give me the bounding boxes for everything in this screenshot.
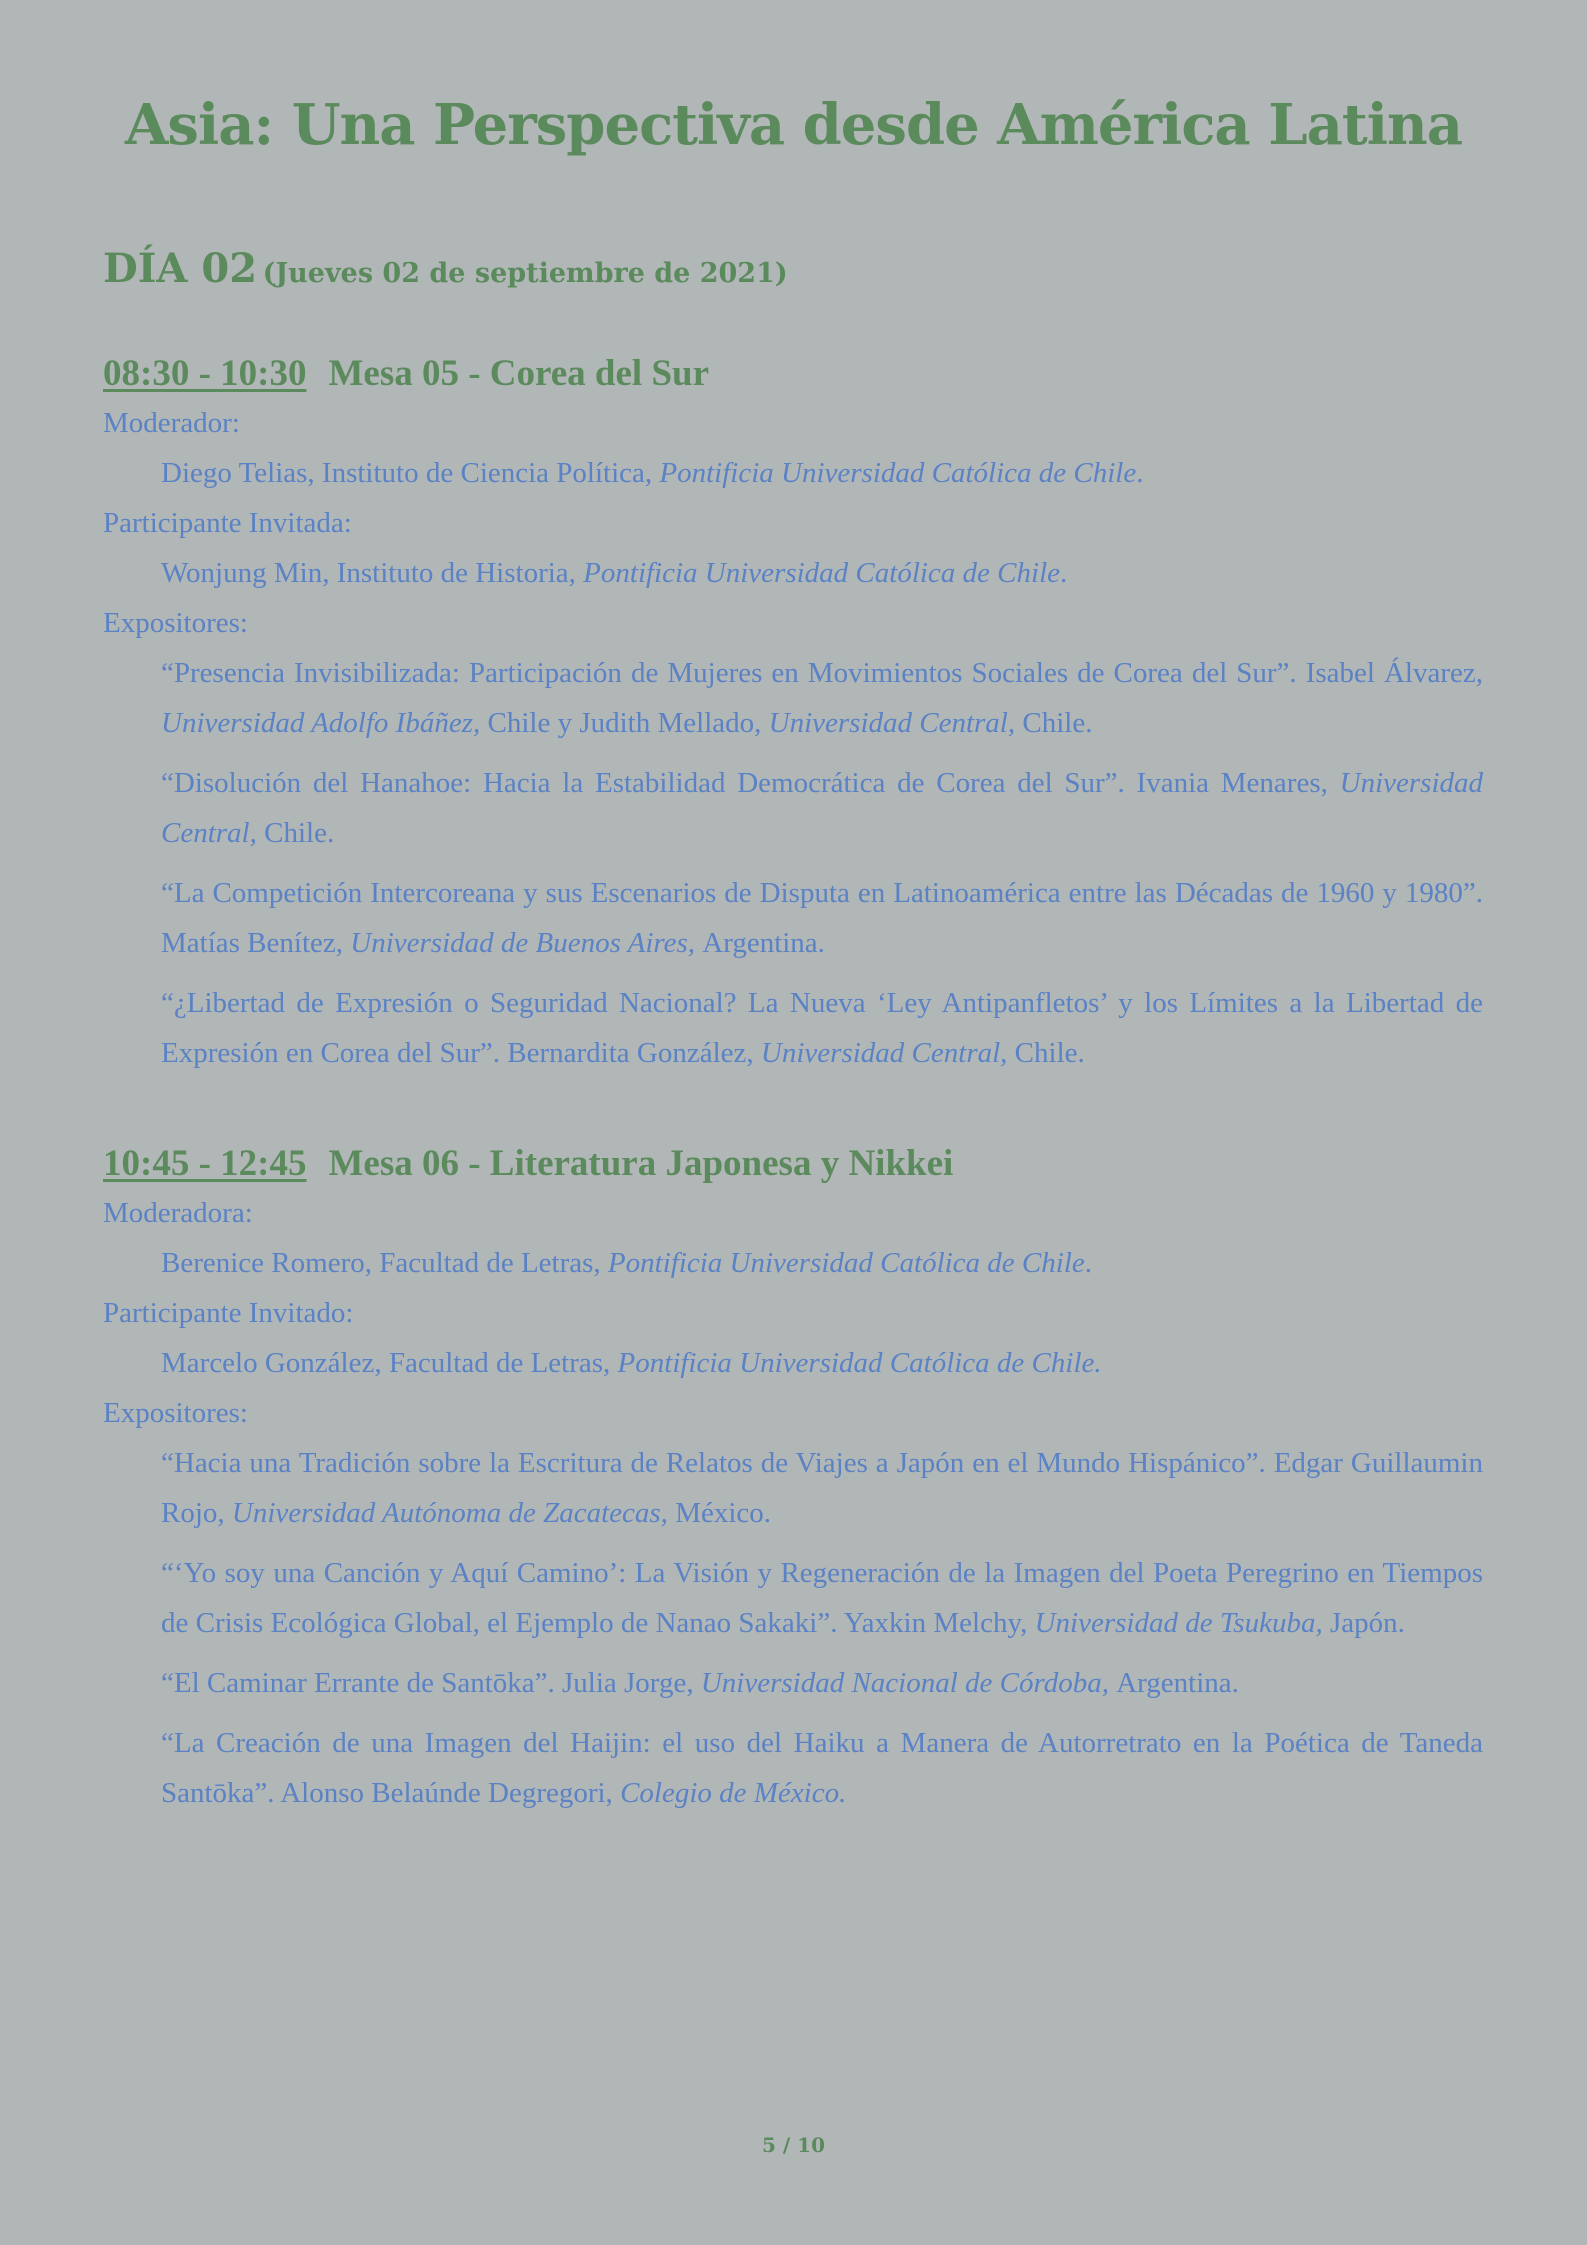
- moderator-entry: [103, 448, 1483, 498]
- moderator-label: Moderador:: [103, 407, 240, 439]
- talk-entry: [103, 868, 1483, 968]
- talk-entry: [103, 1658, 1483, 1708]
- document-title: Asia: Una Perspectiva desde América Latina: [124, 92, 1463, 158]
- moderator-name: Berenice Romero, Facultad de Letras,: [161, 1247, 608, 1279]
- entry-end: .: [1084, 1247, 1093, 1279]
- talk-text: “Disolución del Hanahoe: Hacia la Estabilidad Democrática de Corea del Sur”. Ivania Menares,: [161, 767, 1340, 799]
- guest-institution: Pontificia Universidad Católica de Chile: [583, 557, 1061, 589]
- talk-entry: [103, 1718, 1483, 1818]
- talk-institution: Universidad Autónoma de Zacatecas,: [231, 1497, 676, 1529]
- talk-middle: Chile y Judith Mellado,: [487, 707, 769, 739]
- speakers-label: Expositores:: [103, 607, 248, 639]
- session-time: 08:30 - 10:30: [103, 353, 307, 394]
- moderator-institution: Pontificia Universidad Católica de Chile: [607, 1247, 1085, 1279]
- talk-end: Argentina.: [1116, 1667, 1239, 1699]
- talk-end: Argentina.: [702, 927, 825, 959]
- guest-name: Marcelo González, Facultad de Letras,: [161, 1347, 618, 1379]
- talk-text: “‘Yo soy una Canción y Aquí Camino’: La Visión y Regeneración de la Imagen del Poeta Peregrino en Tiempos de Crisis Ecológica Global, el Ejemplo de Nanao Sakaki”. Yaxkin Melchy,: [161, 1557, 1483, 1639]
- talk-text: “Presencia Invisibilizada: Participación de Mujeres en Movimientos Sociales de Corea del Sur”. Isabel Álvarez,: [161, 657, 1483, 689]
- talk-entry: [103, 1438, 1483, 1538]
- session-block: [103, 1140, 1483, 1828]
- talk-text: “Hacia una Tradición sobre la Escritura de Relatos de Viajes a Japón en el Mundo Hispánico”. Edgar Guillaumin Rojo,: [161, 1447, 1483, 1529]
- page-number: 5 / 10: [762, 2133, 825, 2157]
- session-heading: [103, 1140, 1483, 1188]
- day-heading: [103, 245, 788, 293]
- talk-institution: Universidad de Tsukuba,: [1034, 1607, 1330, 1639]
- talk-end: Japón.: [1329, 1607, 1405, 1639]
- talk-institution: Universidad Central,: [760, 1037, 1015, 1069]
- speakers-label: Expositores:: [103, 1397, 248, 1429]
- guest-entry: [103, 1338, 1483, 1388]
- day-date: (Jueves 02 de septiembre de 2021): [262, 258, 788, 289]
- talk-entry: [103, 648, 1483, 748]
- session-block: [103, 350, 1483, 1088]
- entry-end: .: [1060, 557, 1068, 589]
- guest-name: Wonjung Min, Instituto de Historia,: [161, 557, 584, 589]
- guest-institution: Pontificia Universidad Católica de Chile.: [617, 1347, 1102, 1379]
- talk-institution: Universidad Central,: [768, 707, 1023, 739]
- moderator-name: Diego Telias, Instituto de Ciencia Política,: [161, 457, 660, 489]
- talk-entry: [103, 978, 1483, 1078]
- session-heading: [103, 350, 1483, 398]
- talk-end: Chile.: [1014, 1037, 1085, 1069]
- guest-entry: [103, 548, 1483, 598]
- talk-institution: Universidad Central,: [161, 767, 1483, 849]
- session-time: 10:45 - 12:45: [103, 1143, 307, 1184]
- talk-end: Chile.: [264, 817, 335, 849]
- moderator-institution: Pontificia Universidad Católica de Chile: [659, 457, 1137, 489]
- talk-institution: Universidad de Buenos Aires,: [350, 927, 703, 959]
- talk-entry: [103, 758, 1483, 858]
- talk-entry: [103, 1548, 1483, 1648]
- talk-text: “La Creación de una Imagen del Haijin: el uso del Haiku a Manera de Autorretrato en la Poética de Taneda Santōka”. Alonso Belaúnde Degregori,: [161, 1727, 1483, 1809]
- guest-label: Participante Invitado:: [103, 1297, 354, 1329]
- moderator-label: Moderadora:: [103, 1197, 253, 1229]
- entry-end: .: [1136, 457, 1144, 489]
- talk-text: “¿Libertad de Expresión o Seguridad Nacional? La Nueva ‘Ley Antipanfletos’ y los Límites a la Libertad de Expresión en Corea del Sur”. Bernardita González,: [161, 987, 1483, 1069]
- day-label: DÍA 02: [103, 245, 258, 292]
- talk-text: “El Caminar Errante de Santōka”. Julia Jorge,: [161, 1667, 701, 1699]
- talk-end: Chile.: [1022, 707, 1093, 739]
- talk-end: México.: [675, 1497, 772, 1529]
- session-title: Mesa 06 - Literatura Japonesa y Nikkei: [328, 1143, 954, 1184]
- talk-institution: Universidad Nacional de Córdoba,: [700, 1667, 1117, 1699]
- guest-label: Participante Invitada:: [103, 507, 352, 539]
- moderator-entry: [103, 1238, 1483, 1288]
- talk-institution: Colegio de México.: [620, 1777, 847, 1809]
- talk-text: “La Competición Intercoreana y sus Escenarios de Disputa en Latinoamérica entre las Décadas de 1960 y 1980”. Matías Benítez,: [161, 877, 1483, 959]
- talk-institution: Universidad Adolfo Ibáñez,: [161, 707, 488, 739]
- session-title: Mesa 05 - Corea del Sur: [328, 353, 710, 394]
